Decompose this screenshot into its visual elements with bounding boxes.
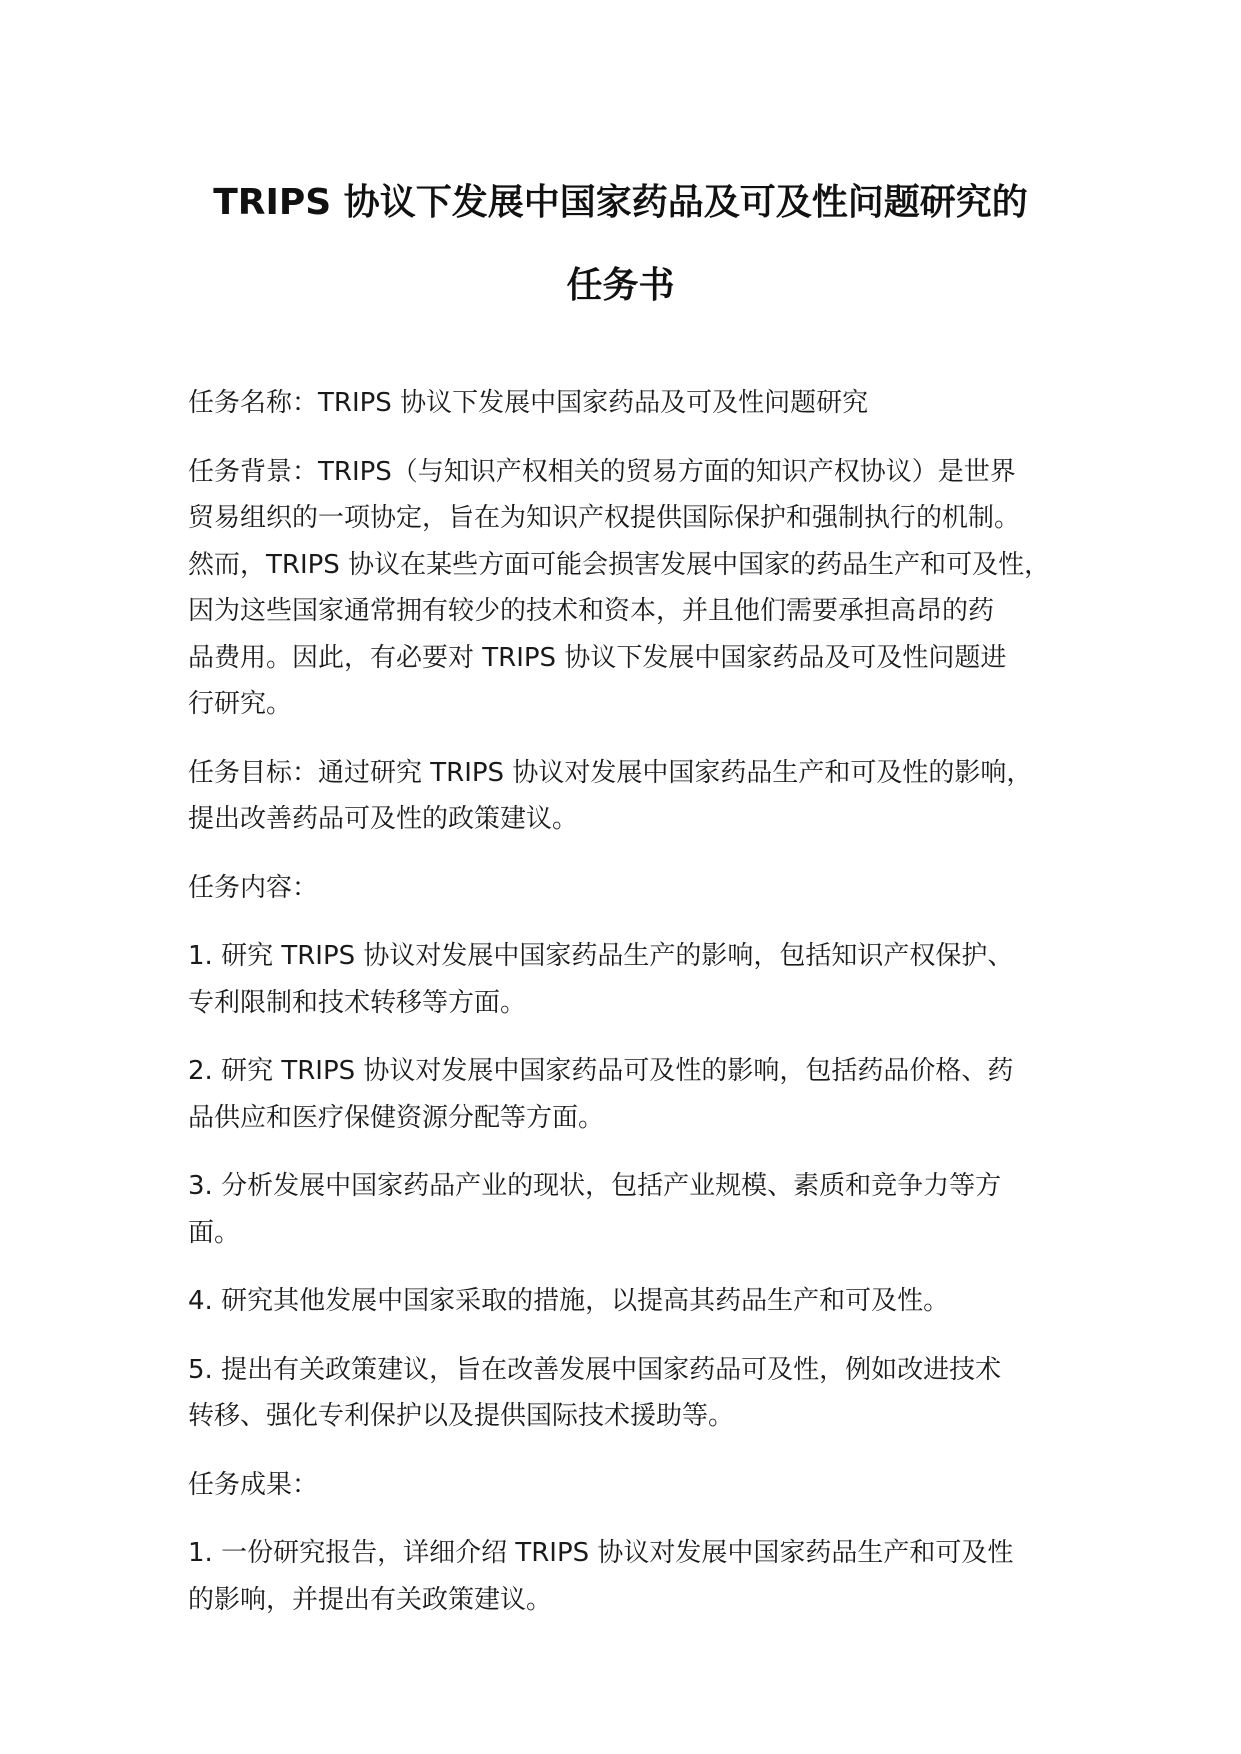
paragraph-content-item-4: 4. 研究其他发展中国家采取的措施，以提高其药品生产和可及性。 xyxy=(188,1286,950,1316)
paragraph-content-item-1: 1. 研究 TRIPS 协议对发展中国家药品生产的影响，包括知识产权保护、 专利限制和技术转移等方面。 xyxy=(188,941,1014,1018)
paragraph-task-results-heading: 任务成果： xyxy=(188,1469,319,1500)
paragraph-results-item-1: 1. 一份研究报告，详细介绍 TRIPS 协议对发展中国家药品生产和可及性 的影响，并提出有关政策建议。 xyxy=(188,1538,1014,1615)
paragraph-content-item-3: 3. 分析发展中国家药品产业的现状，包括产业规模、素质和竞争力等方 面。 xyxy=(188,1171,1002,1248)
paragraph-content-item-2: 2. 研究 TRIPS 协议对发展中国家药品可及性的影响，包括药品价格、药 品供应和医疗保健资源分配等方面。 xyxy=(188,1056,1014,1133)
paragraph-task-background: 任务背景：TRIPS（与知识产权相关的贸易方面的知识产权协议）是世界 贸易组织的一项协定，旨在为知识产权提供国际保护和强制执行的机制。 然而，TRIPS 协议在某些方面可能会损害发展中国家的药品生产和可及性， 因为这些国家通常拥有较少的技术和资本，并且他们需要承担高昂的药 品费用。因此，有必要对 TRIPS 协议下发展中国家药品及可及性问题进 行研究。 xyxy=(188,456,1051,719)
document-title-line-1: TRIPS 协议下发展中国家药品及可及性问题研究的 xyxy=(213,182,1028,223)
paragraph-task-name: 任务名称：TRIPS 协议下发展中国家药品及可及性问题研究 xyxy=(188,388,869,418)
document-body xyxy=(188,380,1088,1645)
document-title-line-2: 任务书 xyxy=(566,265,675,306)
paragraph-task-content-heading: 任务内容： xyxy=(188,872,319,903)
paragraph-content-item-5: 5. 提出有关政策建议，旨在改善发展中国家药品可及性，例如改进技术 转移、强化专利保护以及提供国际技术援助等。 xyxy=(188,1354,1002,1431)
paragraph-task-goal: 任务目标：通过研究 TRIPS 协议对发展中国家药品生产和可及性的影响， 提出改善药品可及性的政策建议。 xyxy=(188,757,1033,834)
